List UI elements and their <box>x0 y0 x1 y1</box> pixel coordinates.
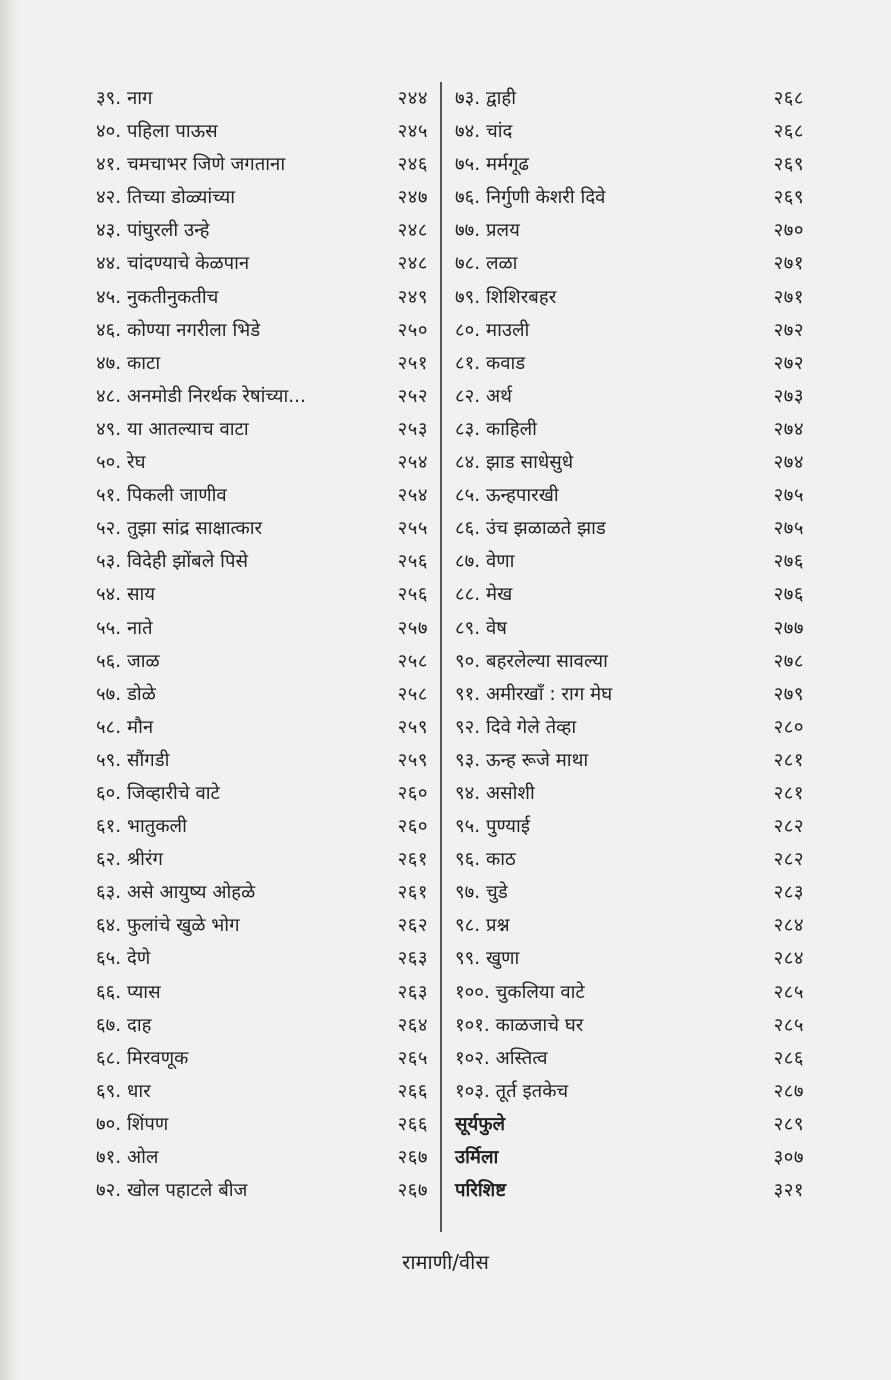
entry-page-number: २७५ <box>773 485 804 507</box>
entry-page-number: २५० <box>397 319 428 341</box>
entry-title: ६३. असे आयुष्य ओहळे <box>96 882 256 904</box>
entry-title: ७५. मर्मगूढ <box>455 154 529 176</box>
entry-page-number: २७४ <box>773 452 804 474</box>
toc-entry <box>455 843 804 876</box>
entry-title: ३९. नाग <box>96 88 153 109</box>
entry-title: ९५. पुण्याई <box>455 816 530 838</box>
entry-page-number: २६६ <box>397 1113 428 1135</box>
entry-title: ५४. साय <box>96 584 156 606</box>
entry-page-number: २७८ <box>773 650 804 672</box>
entry-title: ४१. चमचाभर जिणे जगताना <box>96 154 286 176</box>
toc-entry <box>96 82 428 115</box>
entry-title: ८२. अर्थ <box>455 385 512 407</box>
toc-entry <box>455 446 804 479</box>
entry-title: ४५. नुकतीनुकतीच <box>96 286 219 308</box>
toc-entry <box>455 711 804 744</box>
entry-title: ७१. ओल <box>96 1147 159 1168</box>
toc-entry <box>96 115 428 148</box>
entry-title: ७४. चांद <box>455 121 513 143</box>
entry-title: ६२. श्रीरंग <box>96 849 163 871</box>
entry-page-number: २४९ <box>397 286 428 308</box>
toc-entry <box>96 148 428 181</box>
entry-page-number: २८२ <box>773 816 804 838</box>
entry-page-number: २५५ <box>397 518 428 540</box>
toc-entry <box>96 777 428 810</box>
entry-title: ७२. खोल पहाटले बीज <box>96 1180 248 1202</box>
entry-page-number: ३२१ <box>773 1180 804 1202</box>
entry-page-number: २८६ <box>773 1047 804 1069</box>
entry-title: ५९. सौंगडी <box>96 749 170 771</box>
entry-title: १०३. तूर्त इतकेच <box>455 1080 569 1102</box>
entry-page-number: २५६ <box>397 551 428 573</box>
entry-page-number: २४७ <box>397 187 428 209</box>
entry-page-number: २८७ <box>773 1080 804 1102</box>
toc-entry <box>455 578 804 611</box>
toc-entry <box>455 380 804 413</box>
entry-title: ९२. दिवे गेले तेव्हा <box>455 716 577 738</box>
entry-page-number: ३०७ <box>773 1147 804 1168</box>
entry-page-number: २५८ <box>397 650 428 672</box>
toc-entry <box>455 413 804 446</box>
entry-page-number: २४८ <box>397 253 428 275</box>
entry-page-number: २८५ <box>773 1014 804 1036</box>
entry-page-number: २६१ <box>397 882 428 904</box>
toc-entry <box>455 247 804 280</box>
toc-entry <box>455 314 804 347</box>
entry-title: ८७. वेणा <box>455 551 515 573</box>
entry-title: ७३. द्वाही <box>455 88 517 109</box>
toc-entry <box>455 82 804 115</box>
entry-page-number: २७७ <box>773 617 804 639</box>
toc-entry <box>455 1141 804 1174</box>
entry-title: सूर्यफुले <box>455 1113 506 1135</box>
entry-title: ७०. शिंपण <box>96 1113 169 1135</box>
entry-title: ४७. काटा <box>96 352 161 374</box>
entry-title: ७९. शिशिरबहर <box>455 286 557 308</box>
entry-title: परिशिष्ट <box>455 1180 507 1202</box>
entry-title: ८८. मेख <box>455 584 513 606</box>
toc-entry <box>96 314 428 347</box>
entry-page-number: २७६ <box>773 551 804 573</box>
entry-page-number: २४४ <box>397 88 428 109</box>
toc-entry <box>455 612 804 645</box>
entry-title: ६८. मिरवणूक <box>96 1047 189 1069</box>
entry-title: १००. चुकलिया वाटे <box>455 981 585 1003</box>
entry-page-number: २८१ <box>773 782 804 804</box>
toc-entry <box>96 1108 428 1141</box>
entry-page-number: २७३ <box>773 385 804 407</box>
entry-title: ९८. प्रश्न <box>455 915 510 937</box>
toc-entry <box>455 512 804 545</box>
entry-title: ४२. तिच्या डोळ्यांच्या <box>96 187 236 209</box>
entry-title: १०१. काळजाचे घर <box>455 1014 584 1036</box>
entry-page-number: २५१ <box>397 352 428 374</box>
entry-title: ५२. तुझा सांद्र साक्षात्कार <box>96 518 263 540</box>
toc-entry <box>455 942 804 975</box>
entry-page-number: २७९ <box>773 683 804 705</box>
entry-page-number: २५४ <box>397 485 428 507</box>
entry-page-number: २८४ <box>773 948 804 970</box>
entry-page-number: २६३ <box>397 948 428 970</box>
page-footer: रामाणी/वीस <box>402 1250 489 1274</box>
entry-page-number: २६४ <box>397 1014 428 1036</box>
toc-entry <box>96 512 428 545</box>
entry-page-number: २५२ <box>397 385 428 407</box>
entry-title: ८१. कवाड <box>455 352 526 374</box>
entry-title: ६१. भातुकली <box>96 816 187 838</box>
toc-left-column <box>96 82 428 1207</box>
toc-entry <box>455 148 804 181</box>
entry-title: ६७. दाह <box>96 1014 152 1036</box>
toc-entry <box>96 545 428 578</box>
entry-title: उर्मिला <box>455 1147 499 1168</box>
entry-page-number: २७० <box>773 220 804 242</box>
toc-entry <box>96 380 428 413</box>
toc-entry <box>96 446 428 479</box>
entry-title: ९४. असोशी <box>455 782 535 804</box>
toc-entry <box>455 115 804 148</box>
toc-entry <box>96 942 428 975</box>
entry-page-number: २७५ <box>773 518 804 540</box>
toc-entry <box>96 645 428 678</box>
toc-entry <box>96 876 428 909</box>
entry-title: ६५. देणे <box>96 948 151 970</box>
entry-page-number: २६७ <box>397 1147 428 1168</box>
entry-title: ८४. झाड साधेसुधे <box>455 452 574 474</box>
entry-page-number: २७१ <box>773 286 804 308</box>
entry-title: ४६. कोण्या नगरीला भिडे <box>96 319 261 341</box>
toc-entry <box>455 1042 804 1075</box>
entry-page-number: २६० <box>397 782 428 804</box>
toc-entry <box>96 1075 428 1108</box>
entry-title: ७७. प्रलय <box>455 220 520 242</box>
toc-entry <box>455 645 804 678</box>
toc-entry <box>96 413 428 446</box>
entry-title: ४०. पहिला पाऊस <box>96 121 218 143</box>
toc-entry <box>96 479 428 512</box>
entry-title: ६६. प्यास <box>96 981 161 1003</box>
entry-page-number: २४८ <box>397 220 428 242</box>
entry-page-number: २७१ <box>773 253 804 275</box>
toc-entry <box>96 247 428 280</box>
toc-entry <box>455 777 804 810</box>
entry-page-number: २६९ <box>773 187 804 209</box>
entry-title: ६०. जिव्हारीचे वाटे <box>96 782 220 804</box>
entry-title: ७६. निर्गुणी केशरी दिवे <box>455 187 606 209</box>
entry-page-number: २८३ <box>773 882 804 904</box>
entry-title: ८३. काहिली <box>455 418 537 440</box>
entry-page-number: २७४ <box>773 418 804 440</box>
entry-page-number: २४५ <box>397 121 428 143</box>
entry-page-number: २६६ <box>397 1080 428 1102</box>
toc-entry <box>96 744 428 777</box>
entry-page-number: २६० <box>397 816 428 838</box>
toc-entry <box>96 1009 428 1042</box>
entry-page-number: २५४ <box>397 452 428 474</box>
entry-title: १०२. अस्तित्व <box>455 1047 548 1069</box>
entry-page-number: २६८ <box>773 88 804 109</box>
entry-page-number: २६१ <box>397 849 428 871</box>
entry-page-number: २५८ <box>397 683 428 705</box>
entry-page-number: २६७ <box>397 1180 428 1202</box>
toc-entry <box>96 1141 428 1174</box>
entry-page-number: २८१ <box>773 749 804 771</box>
entry-page-number: २५७ <box>397 617 428 639</box>
entry-title: ९१. अमीरखाँ : राग मेघ <box>455 683 613 705</box>
toc-entry <box>455 909 804 942</box>
entry-title: ६४. फुलांचे खुळे भोग <box>96 915 240 937</box>
entry-page-number: २५९ <box>397 749 428 771</box>
entry-page-number: २८४ <box>773 915 804 937</box>
toc-entry <box>455 678 804 711</box>
entry-title: ८५. ऊन्हपारखी <box>455 485 559 507</box>
toc-entry <box>455 181 804 214</box>
entry-title: ५३. विदेही झोंबले पिसे <box>96 551 248 573</box>
entry-title: ४८. अनमोडी निरर्थक रेषांच्या... <box>96 385 306 407</box>
entry-title: ८९. वेष <box>455 617 507 639</box>
toc-entry <box>455 479 804 512</box>
toc-entry <box>455 214 804 247</box>
toc-entry <box>96 909 428 942</box>
entry-page-number: २७२ <box>773 319 804 341</box>
entry-title: ५६. जाळ <box>96 650 160 672</box>
entry-title: ७८. लळा <box>455 253 518 275</box>
entry-title: ६९. धार <box>96 1080 151 1102</box>
entry-title: ४४. चांदण्याचे केळपान <box>96 253 250 275</box>
toc-entry <box>96 214 428 247</box>
entry-title: ९७. चुडे <box>455 882 508 904</box>
entry-title: ८६. उंच झळाळते झाड <box>455 518 606 540</box>
toc-entry <box>455 744 804 777</box>
toc-entry <box>96 612 428 645</box>
entry-page-number: २५९ <box>397 716 428 738</box>
entry-page-number: २८० <box>773 716 804 738</box>
entry-title: ५८. मौन <box>96 716 154 738</box>
entry-page-number: २४६ <box>397 154 428 176</box>
toc-entry <box>96 347 428 380</box>
entry-page-number: २५३ <box>397 418 428 440</box>
entry-page-number: २६३ <box>397 981 428 1003</box>
toc-entry <box>455 281 804 314</box>
toc-entry <box>455 545 804 578</box>
toc-entry <box>455 876 804 909</box>
entry-title: ९६. काठ <box>455 849 516 871</box>
entry-title: ५५. नाते <box>96 617 153 639</box>
entry-title: ९०. बहरलेल्या सावल्या <box>455 650 608 672</box>
toc-entry <box>96 976 428 1009</box>
toc-entry <box>455 347 804 380</box>
toc-entry <box>455 810 804 843</box>
entry-title: ५१. पिकली जाणीव <box>96 485 227 507</box>
entry-page-number: २७६ <box>773 584 804 606</box>
entry-title: ८०. माउली <box>455 319 530 341</box>
entry-title: ४३. पांघुरली उन्हे <box>96 220 210 242</box>
page-gutter-shadow <box>0 0 22 1380</box>
toc-right-column <box>455 82 804 1207</box>
toc-entry <box>96 843 428 876</box>
entry-page-number: २७२ <box>773 352 804 374</box>
toc-entry <box>96 578 428 611</box>
entry-page-number: २८५ <box>773 981 804 1003</box>
toc-entry <box>96 281 428 314</box>
entry-page-number: २६२ <box>397 915 428 937</box>
toc-entry <box>455 1108 804 1141</box>
toc-entry <box>96 1042 428 1075</box>
toc-entry <box>96 181 428 214</box>
table-of-contents <box>96 82 804 1232</box>
entry-page-number: २६५ <box>397 1047 428 1069</box>
entry-title: ९३. ऊन्ह रूजे माथा <box>455 749 589 771</box>
entry-page-number: २६९ <box>773 154 804 176</box>
entry-title: ५०. रेघ <box>96 452 146 474</box>
toc-entry <box>96 810 428 843</box>
toc-entry <box>96 711 428 744</box>
entry-page-number: २८२ <box>773 849 804 871</box>
column-divider <box>440 82 442 1232</box>
entry-page-number: २५६ <box>397 584 428 606</box>
toc-entry <box>455 976 804 1009</box>
entry-title: ९९. खुणा <box>455 948 520 970</box>
entry-page-number: २८९ <box>773 1113 804 1135</box>
toc-entry <box>455 1174 804 1207</box>
toc-entry <box>455 1009 804 1042</box>
entry-title: ४९. या आतल्याच वाटा <box>96 418 249 440</box>
entry-title: ५७. डोळे <box>96 683 156 705</box>
entry-page-number: २६८ <box>773 121 804 143</box>
toc-entry <box>96 1174 428 1207</box>
toc-entry <box>96 678 428 711</box>
toc-entry <box>455 1075 804 1108</box>
